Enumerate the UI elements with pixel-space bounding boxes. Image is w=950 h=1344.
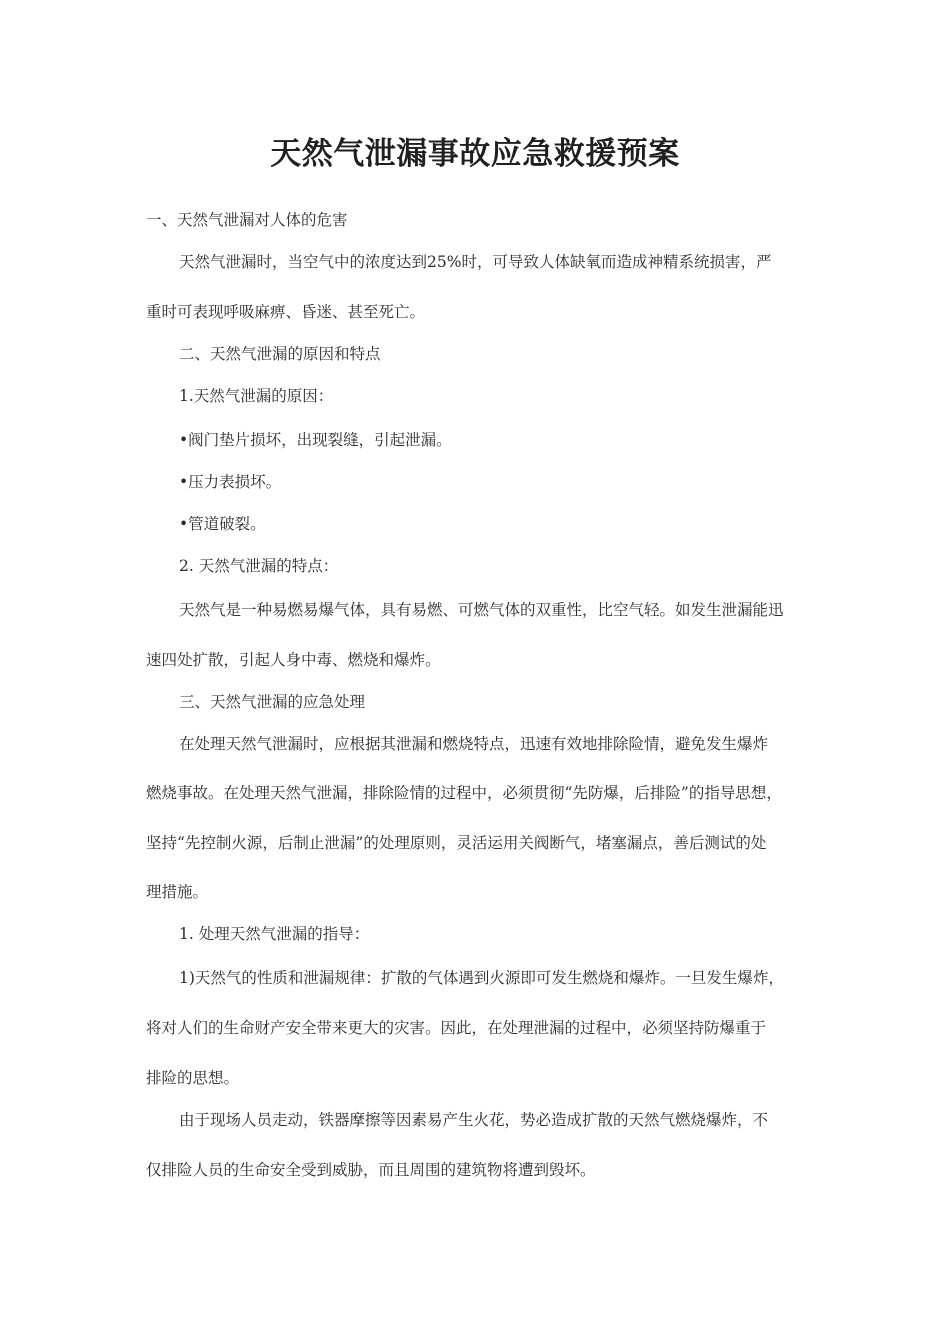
paragraph-line: 由于现场人员走动，铁器摩擦等因素易产生火花，势必造成扩散的天然气燃烧爆炸，不 <box>179 1111 769 1129</box>
paragraph-line: 天然气是一种易燃易爆气体，具有易燃、可燃气体的双重性，比空气轻。如发生泄漏能迅 <box>179 601 784 619</box>
list-item: •压力表损坏。 <box>179 473 282 491</box>
section-heading-2: 二、天然气泄漏的原因和特点 <box>179 345 381 363</box>
list-item: •管道破裂。 <box>179 515 266 533</box>
list-item: •阀门垫片损坏，出现裂缝，引起泄漏。 <box>179 431 452 449</box>
paragraph-line: 天然气泄漏时，当空气中的浓度达到25%时，可导致人体缺氧而造成神精系统损害，严 <box>179 253 772 271</box>
paragraph-line: 排险的思想。 <box>146 1069 240 1087</box>
paragraph-line: 理措施。 <box>146 883 209 901</box>
paragraph-line: 重时可表现呼吸麻痹、昏迷、甚至死亡。 <box>146 303 426 321</box>
subheading: 1. 处理天然气泄漏的指导： <box>179 925 370 943</box>
paragraph-line: 坚持“先控制火源，后制止泄漏”的处理原则，灵活运用关阀断气，堵塞漏点，善后测试的处 <box>146 834 767 852</box>
section-heading-3: 三、天然气泄漏的应急处理 <box>179 693 366 711</box>
subheading: 2. 天然气泄漏的特点： <box>179 557 339 575</box>
section-heading-1: 一、天然气泄漏对人体的危害 <box>146 211 348 229</box>
document-title: 天然气泄漏事故应急救援预案 <box>270 136 680 172</box>
paragraph-line: 燃烧事故。在处理天然气泄漏，排除险情的过程中，必须贯彻“先防爆，后排险”的指导思想， <box>146 784 782 802</box>
subheading: 1.天然气泄漏的原因： <box>179 387 334 405</box>
paragraph-line: 将对人们的生命财产安全带来更大的灾害。因此，在处理泄漏的过程中，必须坚持防爆重于 <box>146 1019 767 1037</box>
paragraph-line: 1)天然气的性质和泄漏规律：扩散的气体遇到火源即可发生燃烧和爆炸。一旦发生爆炸， <box>179 969 784 987</box>
paragraph-line: 在处理天然气泄漏时，应根据其泄漏和燃烧特点，迅速有效地排除险情，避免发生爆炸 <box>179 735 769 753</box>
paragraph-line: 仅排险人员的生命安全受到威胁，而且周围的建筑物将遭到毁坏。 <box>146 1161 596 1179</box>
paragraph-line: 速四处扩散，引起人身中毒、燃烧和爆炸。 <box>146 651 441 669</box>
